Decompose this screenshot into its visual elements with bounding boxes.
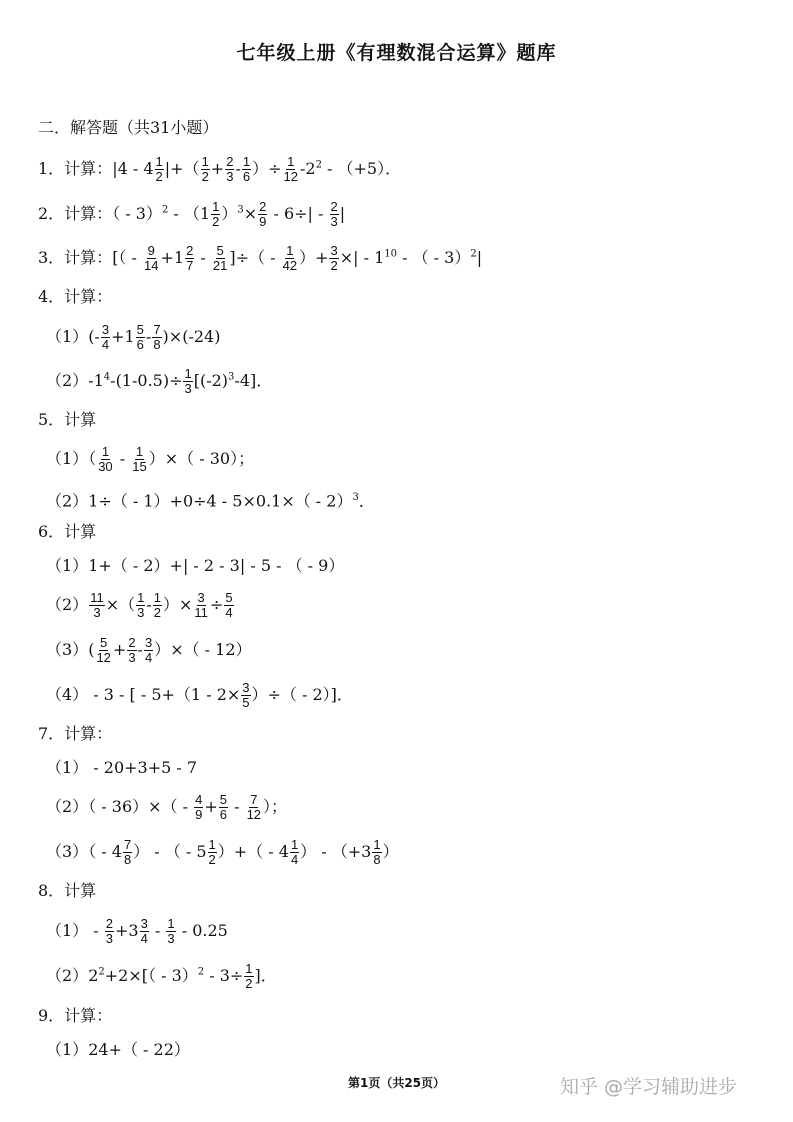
fraction: $\frac{1}{2}$ xyxy=(153,590,161,620)
fraction: $\frac{1}{2}$ xyxy=(212,199,220,229)
problem-4-2: $(2)-1^4-(1-0.5)\div$ $\frac{1}{3}$ $[(-2)^3-4]$． xyxy=(46,366,273,396)
page-title: 七年级上册《有理数混合运算》题库 xyxy=(236,42,557,64)
fraction: $\frac{1}{3}$ xyxy=(167,916,175,946)
fraction: $\frac{3}{4}$ xyxy=(140,916,148,946)
problem-4-1: （1）(- $\frac{3}{4}$ +1 $\frac{5}{6}$ - $\frac{7}{8}$ )×(-24) xyxy=(46,322,221,352)
fraction: $\frac{1}{8}$ xyxy=(373,837,381,867)
watermark: 知乎 @学习辅助进步 xyxy=(560,1076,738,1098)
problem-6-1: （1）1+（ - 2）+| - 2 - 3| - 5 - （ - 9） xyxy=(46,556,345,575)
fraction: $\frac{7}{12}$ xyxy=(246,792,262,822)
problem-7-2: （2）（ - 36）×（ - $\frac{4}{9}$ + $\frac{5}{6}$ - $\frac{7}{12}$ ）； xyxy=(46,792,288,822)
fraction: $\frac{1}{3}$ xyxy=(184,366,192,396)
section-heading: 二．解答题（共31小题） xyxy=(38,118,219,137)
fraction: $\frac{1}{4}$ xyxy=(290,837,299,867)
problem-7-label: 7．计算： xyxy=(38,724,113,743)
fraction: $\frac{1}{3}$ xyxy=(137,590,145,620)
fraction: $\frac{5}{6}$ xyxy=(136,322,144,352)
problem-9-1: （1）24+（ - 22） xyxy=(46,1040,190,1059)
problem-4-label: 4．计算： xyxy=(38,287,113,306)
fraction: $\frac{2}{3}$ xyxy=(105,916,113,946)
fraction: $\frac{2}{9}$ xyxy=(259,199,267,229)
fraction: $\frac{1}{42}$ xyxy=(282,243,298,273)
problem-2: 2．计算：（ - 3）$^2$ - （1 $\frac{1}{2}$ ）$^3$× $\frac{2}{9}$ - 6÷| - $\frac{2}{3}$ | xyxy=(38,199,346,229)
problem-6-label: 6．计算 xyxy=(38,522,97,541)
fraction: $\frac{3}{11}$ xyxy=(194,590,208,620)
problem-8-2: $(2)2^2+2\times[( - 3)^2 - 3\div$ $\frac{1}{2}$ ]． xyxy=(46,961,277,991)
fraction: $\frac{3}{5}$ xyxy=(242,680,250,710)
problem-9-label: 9．计算： xyxy=(38,1006,113,1025)
fraction: $\frac{1}{2}$ xyxy=(208,837,216,867)
problem-5-label: 5．计算 xyxy=(38,410,97,429)
fraction: $\frac{1}{15}$ xyxy=(132,444,147,474)
problem-8-label: 8．计算 xyxy=(38,881,97,900)
fraction: $\frac{1}{2}$ xyxy=(245,961,253,991)
fraction: $\frac{5}{6}$ xyxy=(219,792,227,822)
problem-7-3: （3）（ - 4 $\frac{7}{8}$ ） - （ - 5 $\frac{1}{2}$ ）+（ - 4 $\frac{1}{4}$ ） - （+3 $\frac{1}{8}$ ） xyxy=(46,837,399,867)
fraction: $\frac{3}{4}$ xyxy=(144,635,153,665)
problem-5-1: （1）（ $\frac{1}{30}$ - $\frac{1}{15}$ ）×（ - 30）； xyxy=(46,444,255,474)
fraction: $\frac{11}{3}$ xyxy=(90,590,104,620)
fraction: $\frac{4}{9}$ xyxy=(195,792,203,822)
fraction: $\frac{2}{3}$ xyxy=(330,199,338,229)
fraction: $\frac{2}{3}$ xyxy=(226,154,234,184)
fraction: $\frac{5}{12}$ xyxy=(96,635,111,665)
fraction: $\frac{1}{30}$ xyxy=(98,444,113,474)
fraction: $\frac{3}{4}$ xyxy=(101,322,110,352)
problem-3: 3．计算：[（ - $\frac{9}{14}$ +1 $\frac{2}{7}$ - $\frac{5}{21}$ ]÷（ - $\frac{1}{42}$ ）+ $\frac{3}{2}$ ×| - $1^{10}$ - （ - 3）$^2$| xyxy=(38,243,483,273)
fraction: $\frac{2}{3}$ xyxy=(128,635,136,665)
problem-6-3: （3）( $\frac{5}{12}$ + $\frac{2}{3}$ - $\frac{3}{4}$ ）×（ - 12） xyxy=(46,635,252,665)
fraction: $\frac{1}{12}$ xyxy=(283,154,298,184)
fraction: $\frac{7}{8}$ xyxy=(123,837,132,867)
fraction: $\frac{9}{14}$ xyxy=(144,243,159,273)
problem-5-2: （2）1÷（ - 1）+0÷4 - 5×0.1×（ - 2）$^3$． xyxy=(46,491,375,511)
problem-8-1: （1） - $\frac{2}{3}$ +3 $\frac{3}{4}$ - $\frac{1}{3}$ - 0.25 xyxy=(46,916,228,946)
problem-6-4: （4） - 3 - [ - 5+（1 - 2× $\frac{3}{5}$ ）÷（ - 2）]． xyxy=(46,680,353,710)
fraction: $\frac{5}{4}$ xyxy=(225,590,233,620)
page-footer: 第1页（共25页） xyxy=(347,1076,446,1090)
problem-7-1: （1） - 20+3+5 - 7 xyxy=(46,758,198,777)
fraction: $\frac{1}{2}$ xyxy=(201,154,209,184)
fraction: $\frac{1}{2}$ xyxy=(155,154,163,184)
problem-6-2: （2） $\frac{11}{3}$ ×（ $\frac{1}{3}$ - $\frac{1}{2}$ ）× $\frac{3}{11}$ ÷ $\frac{5}{4}$ xyxy=(46,590,233,620)
fraction: $\frac{3}{2}$ xyxy=(330,243,338,273)
fraction: $\frac{5}{21}$ xyxy=(212,243,228,273)
fraction: $\frac{7}{8}$ xyxy=(153,322,161,352)
fraction: $\frac{1}{6}$ xyxy=(242,154,251,184)
fraction: $\frac{2}{7}$ xyxy=(186,243,194,273)
problem-1: 1．计算：|4 - 4 $\frac{1}{2}$ |+（ $\frac{1}{2}$ + $\frac{2}{3}$ - $\frac{1}{6}$ ）÷ $\frac{1}{12}$ $-2^2 - (+5)$． xyxy=(38,154,402,184)
